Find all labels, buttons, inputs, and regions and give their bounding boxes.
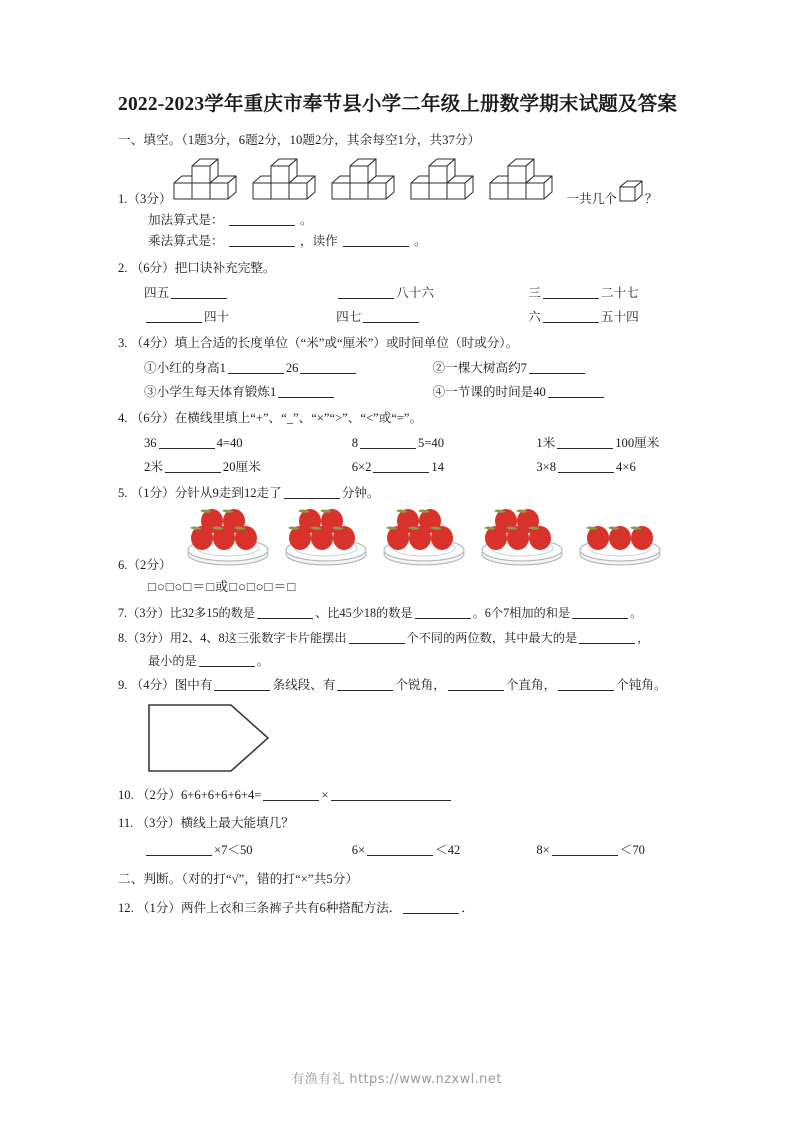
- question-4-number: 4.: [118, 411, 128, 425]
- question-11-number: 11.: [118, 816, 134, 830]
- question-4-item: [536, 455, 728, 479]
- plate-of-apples-icon: [280, 507, 372, 569]
- item-prefix: ③小学生每天体育锻炼1: [144, 385, 277, 399]
- question-3-item: [433, 380, 722, 404]
- question-6-figure-row: [118, 507, 721, 576]
- question-5-blank[interactable]: [284, 485, 340, 499]
- question-2-cell: [144, 281, 336, 305]
- item-suffix: 4×6: [616, 460, 636, 474]
- question-10-blank-1[interactable]: [263, 787, 319, 801]
- question-2-number: 2.: [118, 261, 128, 275]
- question-3-row-1: [118, 356, 721, 380]
- question-4-text: 在横线里填上“+”、“_”、“×”“>”、“<”或“=”。: [174, 411, 423, 425]
- apple-plate-5: [476, 507, 568, 576]
- cell-suffix: 八十六: [396, 286, 434, 300]
- question-2-cell: [528, 281, 720, 305]
- question-7-part-2: 、比45少18的数是: [315, 606, 413, 620]
- question-8-number: 8.: [118, 631, 128, 645]
- multiplication-read-blank[interactable]: [343, 233, 409, 247]
- item-suffix: 5=40: [418, 436, 445, 450]
- plate-of-apples-icon: [378, 507, 470, 569]
- question-3-points: （4分）: [130, 336, 175, 350]
- item-prefix: 6×: [351, 843, 366, 857]
- question-3-text: 填上合适的长度单位（“米”或“厘米”）或时间单位（时或分）。: [174, 336, 519, 350]
- question-4-item: [536, 431, 728, 455]
- question-4-item: [144, 431, 352, 455]
- question-3-row-2: [118, 380, 721, 404]
- question-10: [118, 785, 721, 806]
- question-7-number: 7.: [118, 606, 128, 620]
- cube-group-icon: [172, 157, 248, 203]
- question-3-item: [433, 356, 722, 380]
- addition-blank[interactable]: [229, 212, 295, 226]
- question-9-points: （4分）: [130, 678, 175, 692]
- item-prefix: 1米: [536, 436, 556, 450]
- page-title: 2022-2023学年重庆市奉节县小学二年级上册数学期末试题及答案: [118, 94, 678, 115]
- item-blank-1[interactable]: [228, 360, 284, 374]
- pentagon-arrow-icon: [146, 702, 274, 774]
- question-10-points: （2分）: [136, 788, 181, 802]
- question-9-blank-2[interactable]: [337, 677, 393, 691]
- question-8-part-2: 个不同的两位数，其中最大的是: [406, 631, 578, 645]
- question-5: [118, 483, 721, 504]
- question-9-part-4: 个直角，: [505, 678, 557, 692]
- item-prefix: ④一节课的时间是40: [432, 385, 546, 399]
- cell-prefix: 四五: [144, 286, 170, 300]
- item-blank[interactable]: [159, 435, 215, 449]
- cell-suffix: 五十四: [600, 310, 639, 324]
- question-8-blank-2[interactable]: [579, 630, 635, 644]
- question-10-number: 10.: [118, 788, 134, 802]
- question-8-part-4: 最小的是: [148, 654, 197, 668]
- question-3-number: 3.: [118, 336, 128, 350]
- question-4: [118, 408, 721, 479]
- cell-blank[interactable]: [146, 309, 202, 323]
- question-12-number: 12.: [118, 901, 134, 915]
- multiplication-period: 。: [413, 234, 427, 248]
- cube-group-icon: [488, 157, 564, 203]
- question-10-expression: 6+6+6+6+6+4=: [180, 788, 262, 802]
- question-12-blank[interactable]: [403, 900, 459, 914]
- item-prefix: 2米: [144, 460, 163, 474]
- question-7-part-3: 。6个7相加的和是: [472, 606, 571, 620]
- cell-prefix: 三: [528, 286, 541, 300]
- question-12: [118, 898, 721, 919]
- item-suffix: 14: [431, 460, 445, 474]
- item-blank[interactable]: [552, 842, 618, 856]
- cell-prefix: 六: [528, 310, 541, 324]
- question-2-cell: [144, 305, 336, 329]
- question-12-period: ．: [461, 901, 474, 915]
- question-2-prompt: [118, 258, 721, 279]
- section-heading-true-false: 二、判断。（对的打“√”，错的打“×”共5分）: [118, 872, 359, 886]
- section-heading-fill-in: 一、填空。（1题3分，6题2分，10题2分，其余每空1分，共37分）: [118, 133, 481, 147]
- question-9-blank-1[interactable]: [214, 677, 270, 691]
- apple-plate-5: [182, 507, 274, 576]
- question-9-part-1: 图中有: [174, 678, 213, 692]
- question-12-statement: 两件上衣和三条裤子共有6种搭配方法．: [180, 901, 402, 915]
- question-12-points: （1分）: [136, 901, 181, 915]
- question-3-item: [144, 380, 433, 404]
- question-2-row-2: [118, 305, 721, 329]
- question-4-row-2: [118, 455, 721, 479]
- item-suffix: 4=40: [216, 436, 243, 450]
- item-suffix: 20厘米: [222, 460, 261, 474]
- item-blank[interactable]: [360, 435, 416, 449]
- question-2-cell: [336, 281, 528, 305]
- single-cube-figure: [618, 179, 644, 210]
- question-7-points: （3分）: [127, 606, 170, 620]
- item-prefix: 36: [144, 436, 157, 450]
- question-5-prefix: 分针从9走到12走了: [174, 486, 282, 500]
- apple-plates-figure: [182, 507, 666, 576]
- cube-group: [172, 157, 248, 210]
- cube-group: [251, 157, 327, 210]
- item-prefix: ②一棵大树高约7: [432, 361, 527, 375]
- question-2-cell: [528, 305, 720, 329]
- question-1-number: 1.: [118, 192, 128, 206]
- question-4-item: [352, 455, 537, 479]
- cell-blank[interactable]: [338, 285, 394, 299]
- cell-prefix: 四七: [336, 310, 362, 324]
- question-7-part-1: 比32多15的数是: [169, 606, 256, 620]
- cube-group-icon: [251, 157, 327, 203]
- question-6-points: （2分）: [127, 558, 172, 572]
- question-9-number: 9.: [118, 678, 128, 692]
- question-9-part-5: 个钝角。: [616, 678, 667, 692]
- question-7: [118, 603, 721, 624]
- question-6-symbol-line: □○□○□＝□或□○□○□＝□: [148, 579, 297, 594]
- item-suffix: ×7＜50: [214, 843, 253, 857]
- plate-of-apples-icon: [182, 507, 274, 569]
- question-1-tail-question-mark: ？: [644, 192, 658, 206]
- multiplication-blank[interactable]: [229, 233, 295, 247]
- question-8-part-3: ，: [637, 631, 650, 645]
- cell-suffix: 二十七: [600, 286, 639, 300]
- cell-blank[interactable]: [363, 309, 419, 323]
- cell-suffix: 四十: [204, 310, 230, 324]
- cube-groups-figure: [172, 157, 567, 210]
- item-blank[interactable]: [373, 459, 429, 473]
- question-11-text: 横线上最大能填几？: [180, 816, 294, 830]
- question-10-times: ×: [321, 788, 329, 802]
- question-1-multiplication-line: [118, 231, 721, 252]
- question-7-blank-2[interactable]: [415, 605, 471, 619]
- item-prefix: 8: [351, 436, 359, 450]
- watermark: 有渔有礼 https://www.nzxwl.net: [291, 1072, 502, 1087]
- question-7-blank-1[interactable]: [257, 605, 313, 619]
- question-1-addition-line: [118, 210, 721, 231]
- item-blank[interactable]: [558, 459, 614, 473]
- question-6: [118, 507, 721, 598]
- item-prefix: ①小红的身高1: [144, 361, 226, 375]
- question-2-cell: [336, 305, 528, 329]
- question-7-blank-3[interactable]: [572, 605, 628, 619]
- item-blank[interactable]: [165, 459, 221, 473]
- question-10-blank-2[interactable]: [331, 787, 451, 801]
- item-suffix: ＜42: [435, 843, 461, 857]
- plate-of-apples-icon: [476, 507, 568, 569]
- cell-blank[interactable]: [543, 285, 599, 299]
- cube-group: [409, 157, 485, 210]
- question-8: [118, 628, 721, 672]
- question-4-points: （6分）: [130, 411, 175, 425]
- item-prefix: 3×8: [536, 460, 557, 474]
- question-11-item: [536, 838, 728, 862]
- item-blank-2[interactable]: [300, 360, 356, 374]
- question-9-part-2: 条线段、有: [272, 678, 336, 692]
- question-4-item: [144, 455, 352, 479]
- question-9: [118, 675, 721, 781]
- apple-plate-5: [378, 507, 470, 576]
- addition-label: 加法算式是：: [148, 213, 224, 227]
- question-9-blank-3[interactable]: [448, 677, 504, 691]
- question-9-blank-4[interactable]: [558, 677, 614, 691]
- cube-group-icon: [409, 157, 485, 203]
- addition-period: 。: [299, 213, 313, 227]
- question-11: [118, 813, 721, 862]
- item-suffix: 100厘米: [615, 436, 660, 450]
- question-1: [118, 157, 721, 252]
- item-blank-1[interactable]: [529, 360, 585, 374]
- cube-icon: [618, 179, 644, 203]
- cell-blank[interactable]: [171, 285, 227, 299]
- item-blank[interactable]: [557, 435, 613, 449]
- apple-plate-5: [280, 507, 372, 576]
- cube-group: [488, 157, 564, 210]
- question-5-number: 5.: [118, 486, 128, 500]
- question-2-text: 把口诀补充完整。: [174, 261, 276, 275]
- item-prefix: 6×2: [351, 460, 372, 474]
- cell-blank[interactable]: [543, 309, 599, 323]
- question-8-part-5: 。: [256, 654, 269, 668]
- question-9-part-3: 个锐角，: [395, 678, 446, 692]
- item-suffix: ＜70: [619, 843, 645, 857]
- apple-plate-3: [574, 507, 666, 576]
- multiplication-label: 乘法算式是：: [148, 234, 224, 248]
- item-blank[interactable]: [367, 842, 433, 856]
- plate-of-apples-icon: [574, 507, 666, 569]
- question-8-points: （3分）: [127, 631, 170, 645]
- question-11-points: （3分）: [136, 816, 181, 830]
- item-middle: 26: [285, 361, 299, 375]
- question-5-points: （1分）: [130, 486, 175, 500]
- question-4-item: [352, 431, 537, 455]
- question-5-suffix: 分钟。: [341, 486, 380, 500]
- question-3-prompt: [118, 333, 721, 354]
- cube-group: [330, 157, 406, 210]
- question-8-blank-3[interactable]: [199, 653, 255, 667]
- question-2-points: （6分）: [130, 261, 175, 275]
- question-11-row: [118, 838, 721, 862]
- item-blank[interactable]: [146, 842, 212, 856]
- question-4-prompt: [118, 408, 721, 429]
- question-8-second-line: [118, 651, 721, 672]
- item-blank-1[interactable]: [548, 384, 604, 398]
- question-8-part-1: 用2、4、8这三张数字卡片能摆出: [169, 631, 347, 645]
- question-11-prompt: [118, 813, 721, 834]
- question-8-blank-1[interactable]: [349, 630, 405, 644]
- question-7-part-4: 。: [630, 606, 643, 620]
- question-4-row-1: [118, 431, 721, 455]
- question-1-figure-row: [118, 157, 721, 210]
- question-1-points: （3分）: [127, 192, 172, 206]
- question-11-item: [144, 838, 352, 862]
- cube-group-icon: [330, 157, 406, 203]
- question-3-item: [144, 356, 433, 380]
- question-6-number: 6.: [118, 558, 128, 572]
- multiplication-read-label: ，读作: [299, 234, 338, 248]
- item-blank-1[interactable]: [278, 384, 334, 398]
- question-1-tail-text: 一共几个: [566, 192, 617, 206]
- question-9-shape-figure: [146, 702, 721, 781]
- question-2-row-1: [118, 281, 721, 305]
- question-11-item: [352, 838, 537, 862]
- question-2: [118, 258, 721, 329]
- item-prefix: 8×: [536, 843, 550, 857]
- question-3: [118, 333, 721, 404]
